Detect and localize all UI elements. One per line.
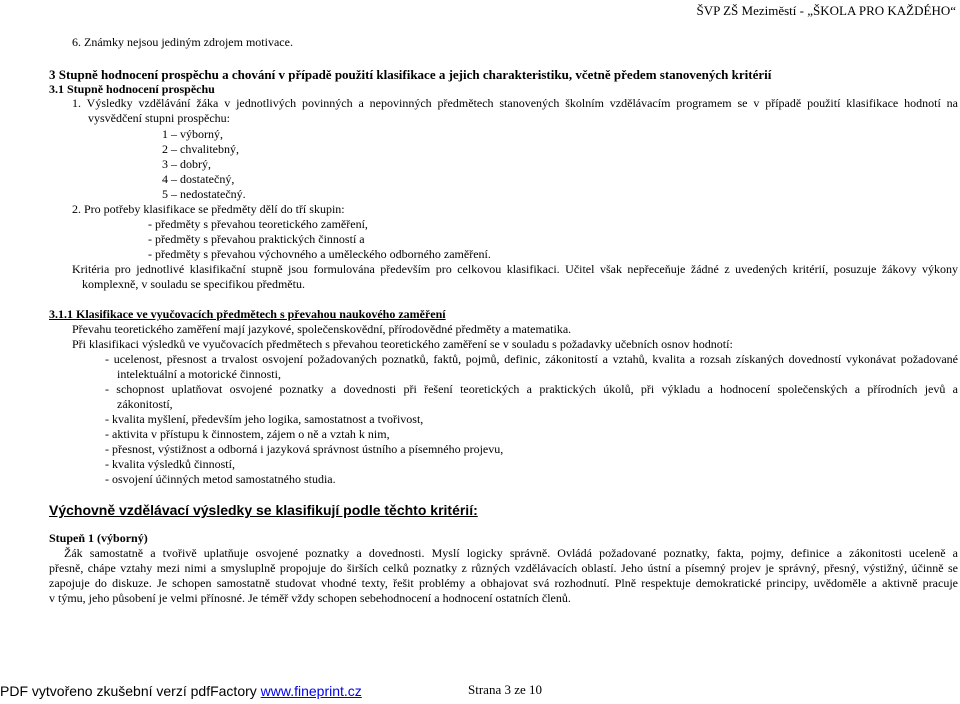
bullet-item: - schopnost uplatňovat osvojené poznatky a dovednosti při řešení teoretických a praktických úkolů, při výkladu a hodnocení společenských a přírodních jevů a — [105, 382, 958, 396]
grade-item: 4 – dostatečný, — [162, 172, 235, 186]
bullet-continuation: zákonitostí, — [117, 397, 173, 411]
subsection-heading: 3.1 Stupně hodnocení prospěchu — [49, 82, 215, 96]
bullet-item: - kvalita výsledků činností, — [105, 457, 235, 471]
bullet-item: - kvalita myšlení, především jeho logika, samostatnost a tvořivost, — [105, 412, 424, 426]
paragraph-line: komplexně, v souladu se specifikou předmětu. — [82, 277, 305, 291]
bullet-item: - osvojení účinných metod samostatného studia. — [105, 472, 336, 486]
group-item: - předměty s převahou praktických činností a — [148, 232, 365, 246]
paragraph-line: přesně, chápe vztahy mezi nimi a smysluplně propojuje do širších celků poznatky z různých vzdělávacích oblastí. Jeho ústní a písemný projev je správný, přesný, výstižný, účinně se — [49, 561, 958, 575]
grade-item: 1 – výborný, — [162, 127, 223, 141]
page-number: Strana 3 ze 10 — [468, 682, 543, 697]
paragraph-line: 1. Výsledky vzdělávání žáka v jednotlivých povinných a nepovinných předmětech stanovených školním vzdělávacím programem se v případě použití klasifikace hodnotí na — [72, 96, 958, 110]
paragraph-line: zapojuje do diskuze. Je schopen samostatně studovat vhodné texty, řešit problémy a obhajovat svá rozhodnutí. Plně respektuje demokratické principy, uvědoměle a aktivně pracuje — [49, 576, 958, 590]
bullet-item: - ucelenost, přesnost a trvalost osvojení požadovaných poznatků, faktů, pojmů, definic, zákonitostí a vztahů, kvalita a rozsah získaných dovedností vykonávat požadované — [105, 352, 958, 366]
intro-item: 6. Známky nejsou jediným zdrojem motivace. — [72, 35, 293, 49]
criteria-heading: Výchovně vzdělávací výsledky se klasifikují podle těchto kritérií: — [49, 502, 478, 518]
paragraph-line: vysvědčení stupni prospěchu: — [88, 111, 230, 125]
bullet-item: - aktivita v přístupu k činnostem, zájem o ně a vztah k nim, — [105, 427, 390, 441]
grade-item: 3 – dobrý, — [162, 157, 211, 171]
paragraph-line: Kritéria pro jednotlivé klasifikační stupně jsou formulována především pro celkovou klasifikaci. Učitel však nepřeceňuje žádné z uvedených kritérií, posuzuje žákovy výkony — [72, 262, 958, 276]
pdf-footer — [0, 684, 362, 699]
group-item: - předměty s převahou teoretického zaměření, — [148, 217, 368, 231]
fineprint-link[interactable]: www.fineprint.cz — [260, 683, 362, 699]
section-heading: 3 Stupně hodnocení prospěchu a chování v případě použití klasifikace a jejich charakteristiku, včetně předem stanovených kritérií — [49, 67, 772, 82]
grade-item: 5 – nedostatečný. — [162, 187, 246, 201]
grade-title: Stupeň 1 (výborný) — [49, 531, 148, 545]
bullet-continuation: intelektuální a motorické činnosti, — [117, 367, 281, 381]
grade-item: 2 – chvalitebný, — [162, 142, 239, 156]
bullet-item: - přesnost, výstižnost a odborná i jazyková správnost ústního a písemného projevu, — [105, 442, 504, 456]
running-header: ŠVP ZŠ Meziměstí - „ŠKOLA PRO KAŽDÉHO“ — [696, 3, 956, 18]
group-item: - předměty s převahou výchovného a uměleckého odborného zaměření. — [148, 247, 491, 261]
pdf-footer-note: PDF vytvořeno zkušební verzí pdfFactory — [0, 683, 257, 699]
paragraph-line: v týmu, jeho působení je velmi přínosné. Je téměř vždy schopen sebehodnocení a hodnocení ostatních členů. — [49, 591, 571, 605]
paragraph-line: Žák samostatně a tvořivě uplatňuje osvojené poznatky a dovednosti. Myslí logicky správně. Ovládá požadované poznatky, fakta, pojmy, definice a zákonitosti uceleně a — [64, 546, 958, 560]
subsection-heading: 3.1.1 Klasifikace ve vyučovacích předmětech s převahou naukového zaměření — [49, 307, 446, 321]
paragraph-line: Převahu teoretického zaměření mají jazykové, společenskovědní, přírodovědné předměty a matematika. — [72, 322, 572, 336]
paragraph-line: 2. Pro potřeby klasifikace se předměty dělí do tří skupin: — [72, 202, 345, 216]
paragraph-line: Při klasifikaci výsledků ve vyučovacích předmětech s převahou teoretického zaměření se v souladu s požadavky učebních osnov hodnotí: — [72, 337, 733, 351]
